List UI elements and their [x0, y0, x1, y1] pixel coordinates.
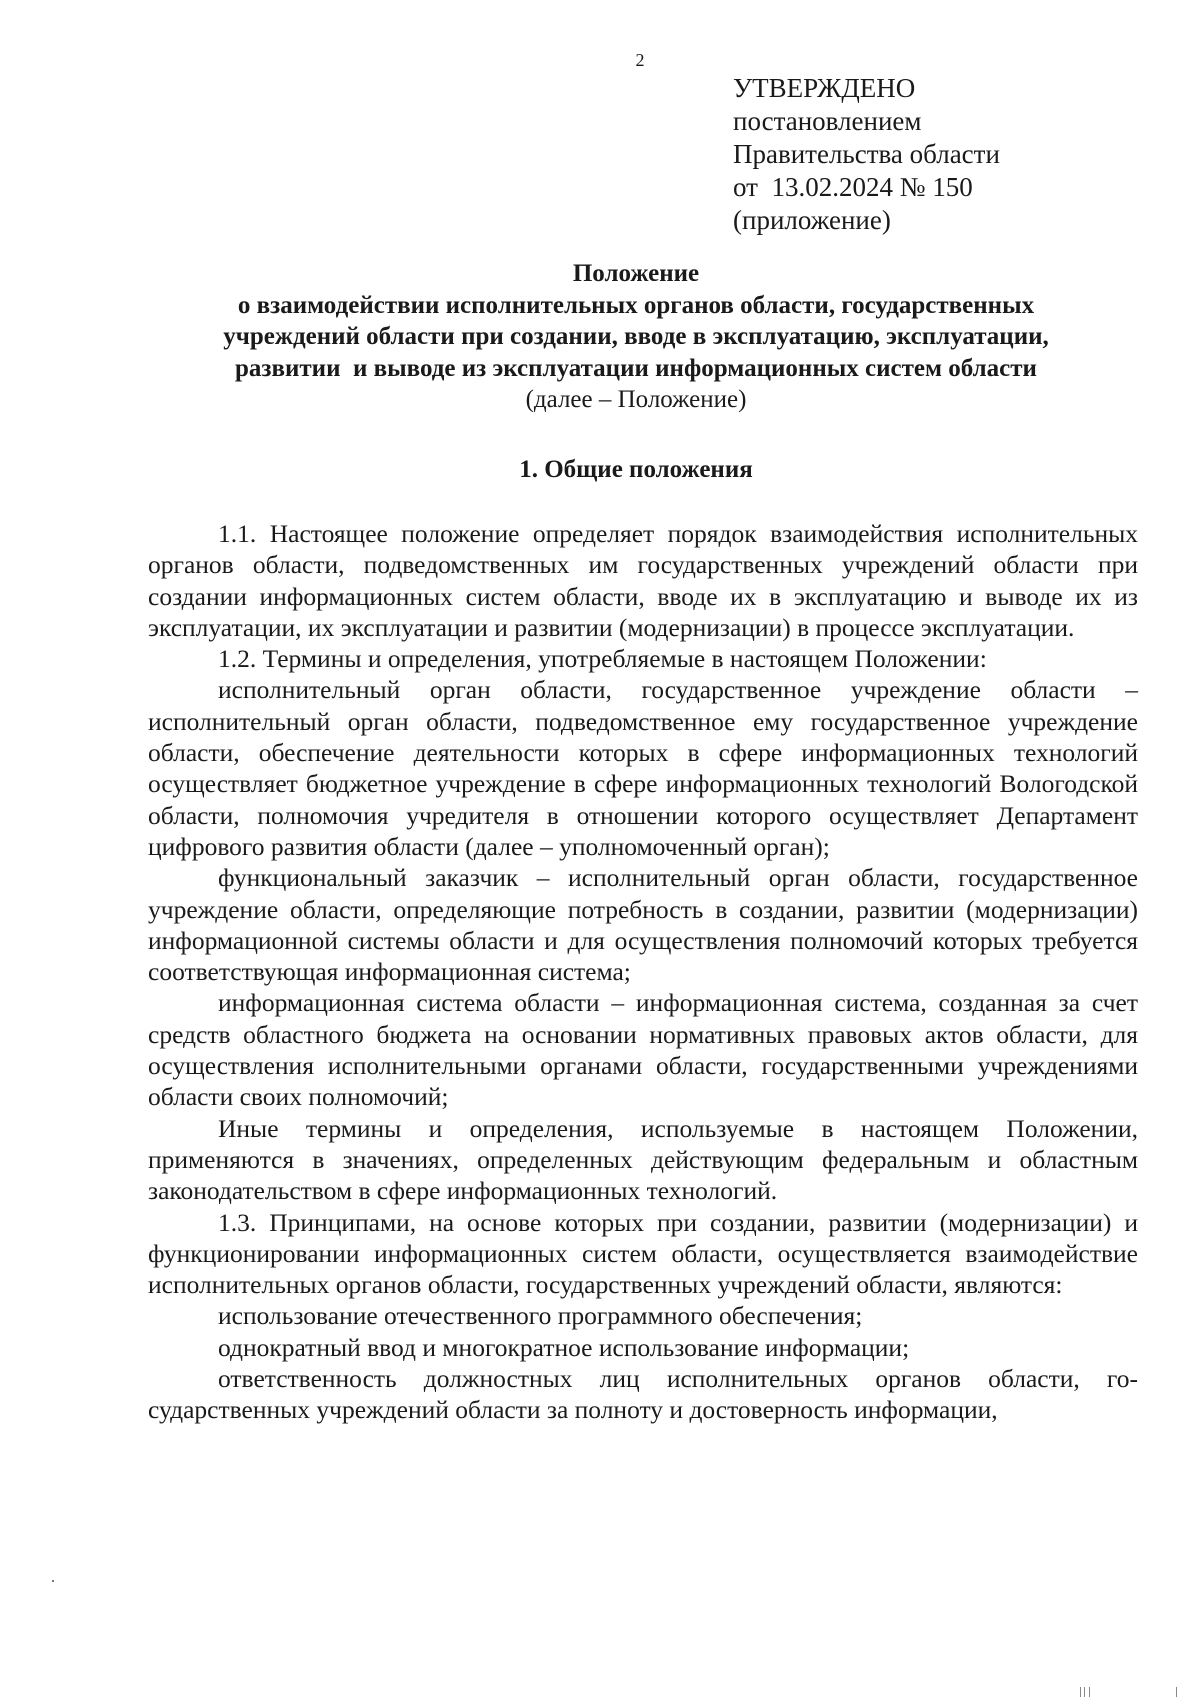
scan-mark — [1084, 1687, 1085, 1697]
paragraph: Иные термины и определения, используемые в настоящем Положении, применяются в значениях, определенных действующим федеральным и областным законодательством в сфере информационных технологий. — [148, 1113, 1138, 1206]
scan-mark — [1089, 1687, 1090, 1697]
approval-date-number: от 13.02.2024 № 150 — [733, 172, 973, 202]
scan-mark — [1080, 1687, 1081, 1697]
approval-line: УТВЕРЖДЕНО — [733, 73, 916, 103]
paragraph: информационная система области – информационная система, созданная за счет средств областного бюджета на основании нормативных правовых актов области, для осуществления исполнительными органами области, государственными учреждениями области своих полномочий; — [148, 988, 1138, 1112]
scan-dot — [52, 1580, 54, 1582]
title-line: о взаимодействии исполнительных органов области, государственных — [237, 291, 1035, 319]
paragraph: ответственность должностных лиц исполнительных органов области, государственных учреждений области за полноту и достоверность информации, — [148, 1364, 1138, 1425]
paragraph: исполнительный орган области, государственное учреждение области – исполнительный орган области, подведомственное ему государственное учреждение области, обеспечение деятельности которых в сфере информационных технологий осуществляет бюджетное учреждение в сфере информационных технологий Вологодской области, полномочия учредителя в отношении которого осуществляет Департамент цифрового развития области (далее – уполномоченный орган); — [148, 675, 1138, 861]
approval-line: постановлением — [733, 106, 922, 136]
approval-line: Правительства области — [733, 139, 1000, 169]
document-title — [140, 258, 1132, 416]
section-heading: 1. Общие положения — [519, 456, 753, 483]
paragraph: однократный ввод и многократное использование информации; — [218, 1332, 910, 1362]
paragraph: 1.2. Термины и определения, употребляемые в настоящем Положении: — [218, 644, 987, 674]
title-line: развитии и выводе из эксплуатации информационных систем области — [235, 354, 1037, 382]
paragraph: 1.3. Принципами, на основе которых при создании, развитии (модернизации) и функционировании информационных систем области, осуществляется взаимодействие исполнительных органов области, государственных учреждений области, являются: — [148, 1207, 1138, 1300]
page-number: 2 — [635, 50, 645, 70]
approval-stamp — [733, 72, 1153, 237]
title-subline: (далее – Положение) — [525, 386, 747, 413]
body-text — [148, 518, 1138, 1426]
paragraph: 1.1. Настоящее положение определяет порядок взаимодействия исполнительных органов области, подведомственных им государственных учреждений области при создании информационных систем области, вводе их в эксплуатацию и выводе их из эксплуатации, их эксплуатации и развитии (модернизации) в процессе эксплуатации. — [148, 519, 1138, 642]
title-line: Положение — [572, 260, 700, 287]
approval-line: (приложение) — [733, 205, 891, 235]
paragraph: функциональный заказчик – исполнительный орган области, государственное учреждение области, определяющие потребность в создании, развитии (модернизации) информационной системы области и для осуществления полномочий которых требуется соответствующая информационная система; — [148, 863, 1138, 987]
scan-mark — [1176, 1687, 1177, 1697]
title-line: учреждений области при создании, вводе в эксплуатацию, эксплуатации, — [223, 323, 1049, 350]
paragraph: использование отечественного программного обеспечения; — [218, 1301, 863, 1331]
